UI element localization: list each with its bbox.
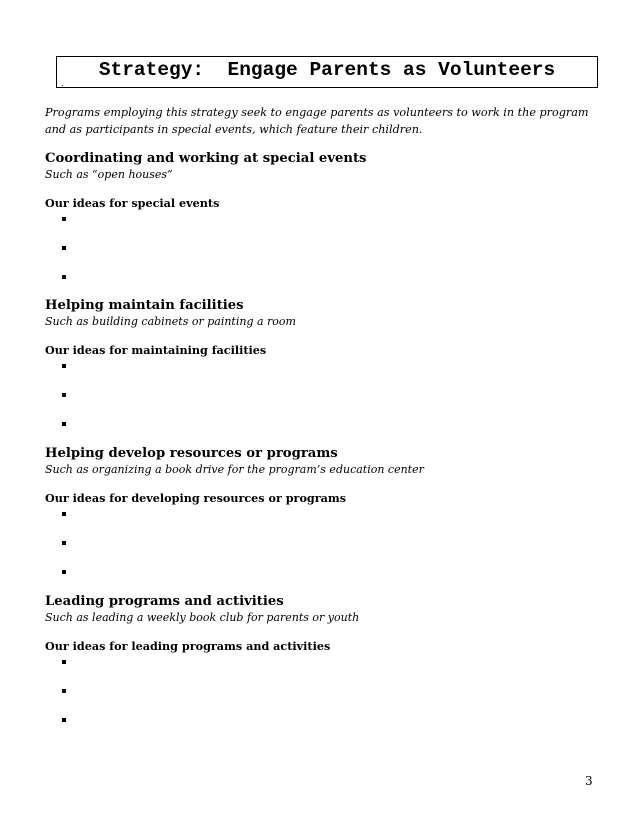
section-special-events: [45, 150, 605, 298]
page-number: 3: [585, 774, 593, 788]
square-bullet-icon: [62, 660, 66, 664]
square-bullet-icon: [62, 718, 66, 722]
idea-bullet: [45, 654, 605, 683]
section-heading: Helping develop resources or programs: [45, 446, 338, 461]
section-example: Such as organizing a book drive for the program’s education center: [45, 463, 424, 476]
ideas-label: Our ideas for maintaining facilities: [45, 343, 267, 357]
square-bullet-icon: [62, 422, 66, 426]
ideas-label: Our ideas for leading programs and activities: [45, 639, 331, 653]
ideas-list: [45, 654, 605, 741]
idea-bullet: [45, 683, 605, 712]
square-bullet-icon: [62, 689, 66, 693]
section-maintain-facilities: [45, 297, 605, 445]
section-example: Such as leading a weekly book club for parents or youth: [45, 611, 360, 624]
square-bullet-icon: [62, 541, 66, 545]
section-example: Such as building cabinets or painting a room: [45, 315, 296, 328]
title-marker: .: [61, 79, 64, 88]
ideas-list: [45, 358, 605, 445]
ideas-label: Our ideas for special events: [45, 196, 220, 210]
idea-bullet: [45, 387, 605, 416]
intro-paragraph: Programs employing this strategy seek to engage parents as volunteers to work in the program and as participants in special events, which feature their children.: [45, 106, 589, 136]
idea-bullet: [45, 358, 605, 387]
idea-bullet: [45, 535, 605, 564]
section-heading: Helping maintain facilities: [45, 298, 244, 313]
section-example: Such as “open houses”: [45, 168, 173, 181]
idea-bullet: [45, 240, 605, 269]
square-bullet-icon: [62, 393, 66, 397]
square-bullet-icon: [62, 512, 66, 516]
square-bullet-icon: [62, 217, 66, 221]
section-leading-programs: [45, 593, 605, 741]
square-bullet-icon: [62, 570, 66, 574]
square-bullet-icon: [62, 275, 66, 279]
ideas-list: [45, 506, 605, 593]
idea-bullet: [45, 564, 605, 593]
section-heading: Coordinating and working at special events: [45, 151, 367, 166]
ideas-label: Our ideas for developing resources or programs: [45, 491, 347, 505]
idea-bullet: [45, 269, 605, 298]
section-develop-resources: [45, 445, 605, 593]
idea-bullet: [45, 506, 605, 535]
ideas-list: [45, 211, 605, 298]
idea-bullet: [45, 211, 605, 240]
page-title: Strategy: Engage Parents as Volunteers: [98, 59, 556, 81]
square-bullet-icon: [62, 364, 66, 368]
title-box: [56, 56, 598, 88]
idea-bullet: [45, 712, 605, 741]
section-heading: Leading programs and activities: [45, 594, 284, 609]
square-bullet-icon: [62, 246, 66, 250]
idea-bullet: [45, 416, 605, 445]
